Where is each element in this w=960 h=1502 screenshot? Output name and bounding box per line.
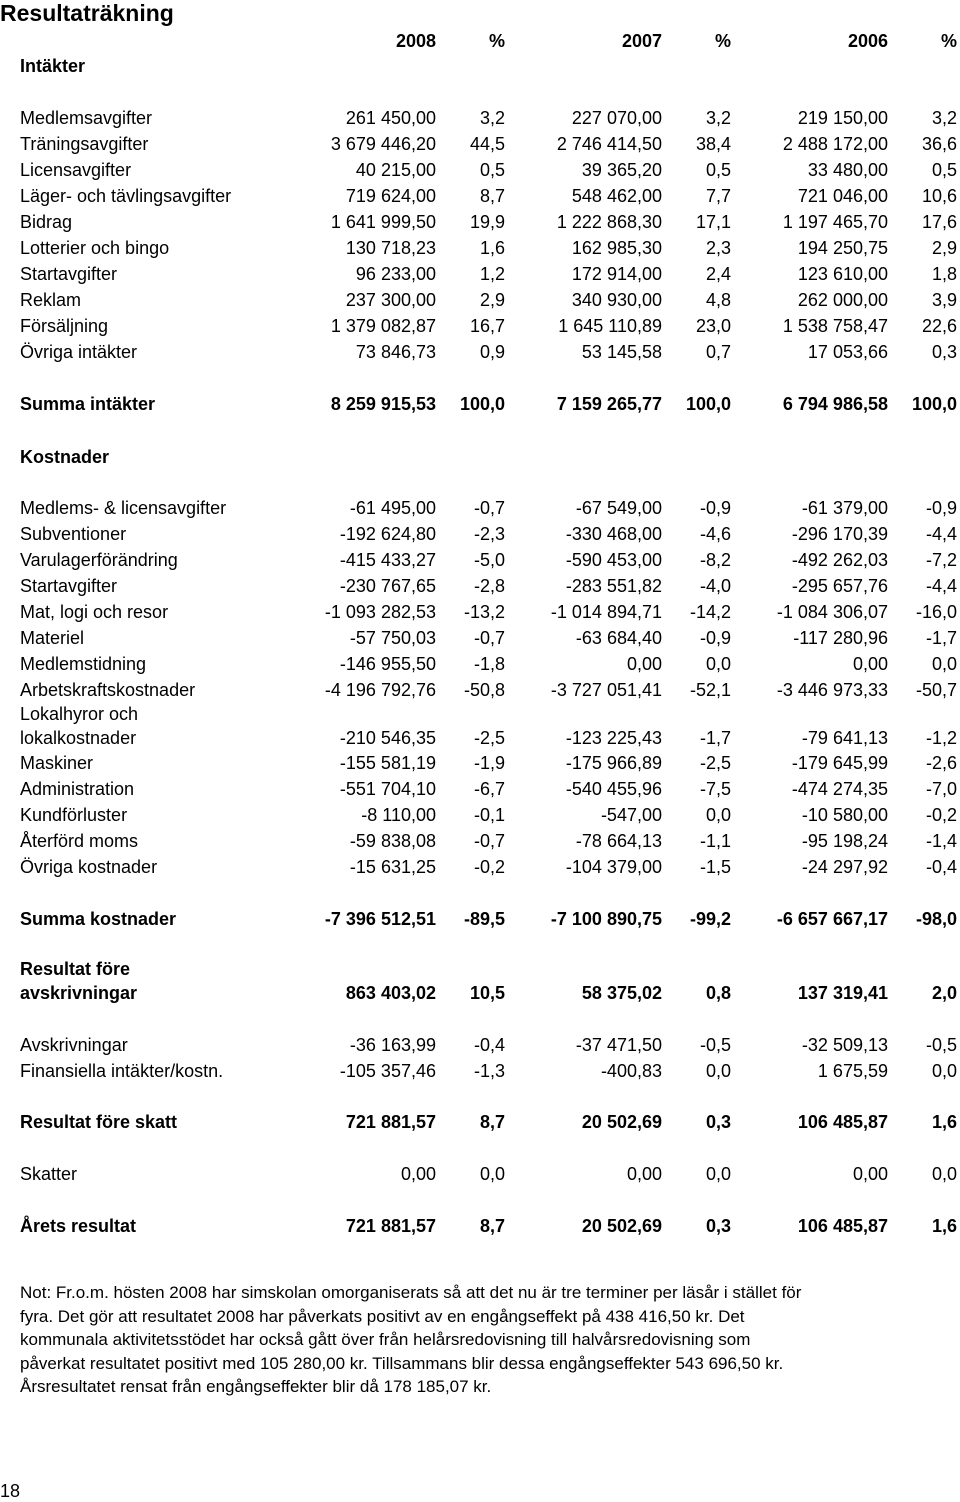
amount-cell: -8 110,00	[361, 805, 436, 825]
percent-cell: 0,9	[479, 342, 505, 362]
amount-cell: 3 679 446,20	[330, 134, 436, 154]
amount-cell: -230 767,65	[339, 576, 436, 596]
amount-cell: -4 196 792,76	[324, 680, 436, 700]
result-row-before-depreciation	[0, 983, 960, 1005]
amount-cell: -590 453,00	[565, 550, 662, 570]
percent-cell: -13,2	[463, 602, 505, 622]
amount-cell: -330 468,00	[565, 524, 662, 544]
percent-cell: -1,1	[699, 831, 731, 851]
percent-cell: -0,1	[473, 805, 505, 825]
percent-cell: 0,0	[705, 654, 731, 674]
percent-cell: -1,8	[473, 654, 505, 674]
row-label: Startavgifter	[20, 264, 118, 284]
percent-cell: 0,0	[705, 1061, 731, 1081]
percent-cell: -0,9	[699, 628, 731, 648]
percent-cell: 36,6	[921, 134, 957, 154]
percent-cell: -1,5	[699, 857, 731, 877]
percent-cell: 1,6	[479, 238, 505, 258]
percent-cell: -89,5	[463, 909, 505, 929]
amount-cell: -1 014 894,71	[550, 602, 662, 622]
result-row-before-tax	[0, 1112, 960, 1134]
row-label: lokalkostnader	[20, 728, 137, 748]
percent-cell: -1,3	[473, 1061, 505, 1081]
percent-cell: 3,2	[931, 108, 957, 128]
percent-cell: 22,6	[921, 316, 957, 336]
amount-cell: 262 000,00	[797, 290, 888, 310]
amount-cell: 172 914,00	[571, 264, 662, 284]
amount-cell: 719 624,00	[345, 186, 436, 206]
percent-cell: -1,4	[925, 831, 957, 851]
percent-cell: 17,6	[921, 212, 957, 232]
amount-cell: 1 675,59	[817, 1061, 888, 1081]
table-row	[0, 264, 960, 286]
table-row	[0, 316, 960, 338]
amount-cell: 123 610,00	[797, 264, 888, 284]
table-row	[0, 831, 960, 853]
amount-cell: 227 070,00	[571, 108, 662, 128]
percent-cell: -0,7	[473, 498, 505, 518]
table-row	[0, 108, 960, 130]
percent-cell: 100,0	[459, 394, 505, 414]
amount-cell: 130 718,23	[345, 238, 436, 258]
percent-cell: -4,0	[699, 576, 731, 596]
amount-cell: -67 549,00	[575, 498, 662, 518]
amount-cell: 20 502,69	[581, 1112, 662, 1132]
amount-cell: 721 046,00	[797, 186, 888, 206]
amount-cell: -61 379,00	[801, 498, 888, 518]
percent-cell: 10,6	[921, 186, 957, 206]
percent-cell: -0,2	[473, 857, 505, 877]
percent-cell: -50,7	[915, 680, 957, 700]
percent-cell: 1,6	[931, 1112, 957, 1132]
amount-cell: -210 546,35	[339, 728, 436, 748]
percent-cell: 0,3	[705, 1112, 731, 1132]
amount-cell: 548 462,00	[571, 186, 662, 206]
percent-cell: 3,9	[931, 290, 957, 310]
amount-cell: 106 485,87	[797, 1112, 888, 1132]
amount-cell: -146 955,50	[339, 654, 436, 674]
section-heading-intakter: Intäkter	[20, 56, 86, 76]
percent-cell: 3,2	[479, 108, 505, 128]
amount-cell: 1 379 082,87	[330, 316, 436, 336]
amount-cell: 0,00	[626, 1164, 662, 1184]
row-label: Läger- och tävlingsavgifter	[20, 186, 232, 206]
amount-cell: -547,00	[600, 805, 662, 825]
year-header: 2008	[395, 31, 436, 51]
amount-cell: -95 198,24	[801, 831, 888, 851]
amount-cell: 162 985,30	[571, 238, 662, 258]
note-line: Not: Fr.o.m. hösten 2008 har simskolan omorganiserats så att det nu är tre terminer per läsår i stället för	[20, 1283, 802, 1302]
amount-cell: 39 365,20	[581, 160, 662, 180]
percent-cell: 2,4	[705, 264, 731, 284]
amount-cell: 33 480,00	[807, 160, 888, 180]
amount-cell: -63 684,40	[575, 628, 662, 648]
percent-header: %	[488, 31, 505, 51]
percent-cell: 0,3	[705, 1216, 731, 1236]
table-row	[0, 680, 960, 702]
amount-cell: -551 704,10	[339, 779, 436, 799]
row-label: Återförd moms	[20, 831, 139, 851]
table-row	[0, 498, 960, 520]
table-row	[0, 186, 960, 208]
row-label: Övriga intäkter	[20, 342, 138, 362]
amount-cell: -1 084 306,07	[776, 602, 888, 622]
percent-cell: 0,0	[931, 1164, 957, 1184]
percent-cell: 1,8	[931, 264, 957, 284]
amount-cell: -492 262,03	[791, 550, 888, 570]
amount-cell: 6 794 986,58	[782, 394, 888, 414]
percent-cell: 2,3	[705, 238, 731, 258]
amount-cell: -175 966,89	[565, 753, 662, 773]
percent-cell: -0,4	[473, 1035, 505, 1055]
percent-cell: -2,8	[473, 576, 505, 596]
total-row-intakter	[0, 394, 960, 416]
percent-cell: -1,7	[925, 628, 957, 648]
percent-cell: -0,5	[699, 1035, 731, 1055]
amount-cell: -57 750,03	[349, 628, 436, 648]
amount-cell: 1 197 465,70	[782, 212, 888, 232]
percent-cell: -14,2	[689, 602, 731, 622]
row-label: Årets resultat	[20, 1216, 137, 1236]
percent-cell: -0,2	[925, 805, 957, 825]
percent-cell: 0,5	[931, 160, 957, 180]
table-row	[0, 753, 960, 775]
percent-cell: 23,0	[695, 316, 731, 336]
row-label: Avskrivningar	[20, 1035, 128, 1055]
percent-cell: 0,3	[931, 342, 957, 362]
percent-cell: -0,9	[925, 498, 957, 518]
percent-cell: -52,1	[689, 680, 731, 700]
amount-cell: 0,00	[852, 654, 888, 674]
amount-cell: 237 300,00	[345, 290, 436, 310]
table-row	[0, 134, 960, 156]
amount-cell: -15 631,25	[349, 857, 436, 877]
amount-cell: -61 495,00	[349, 498, 436, 518]
amount-cell: -540 455,96	[565, 779, 662, 799]
amount-cell: -78 664,13	[575, 831, 662, 851]
percent-cell: 16,7	[469, 316, 505, 336]
row-label: Kundförluster	[20, 805, 128, 825]
row-label: Mat, logi och resor	[20, 602, 169, 622]
amount-cell: 1 538 758,47	[782, 316, 888, 336]
table-row	[0, 290, 960, 312]
amount-cell: -10 580,00	[801, 805, 888, 825]
amount-cell: -3 727 051,41	[550, 680, 662, 700]
amount-cell: -283 551,82	[565, 576, 662, 596]
table-row	[0, 779, 960, 801]
row-label: Arbetskraftskostnader	[20, 680, 196, 700]
percent-cell: -0,5	[925, 1035, 957, 1055]
percent-cell: -98,0	[915, 909, 957, 929]
percent-cell: 0,0	[705, 1164, 731, 1184]
amount-cell: -117 280,96	[793, 628, 888, 648]
row-label: Träningsavgifter	[20, 134, 149, 154]
amount-cell: 137 319,41	[797, 983, 888, 1003]
row-label: Lotterier och bingo	[20, 238, 170, 258]
amount-cell: 8 259 915,53	[330, 394, 436, 414]
row-label: Lokalhyror och	[20, 704, 139, 724]
amount-cell: -24 297,92	[801, 857, 888, 877]
result-row-year	[0, 1216, 960, 1238]
amount-cell: 721 881,57	[345, 1216, 436, 1236]
note-line: kommunala aktivitetsstödet har också gått över från helårsredovisning till halvårsredovisning som	[20, 1330, 751, 1350]
table-row	[0, 1164, 960, 1186]
amount-cell: -36 163,99	[349, 1035, 436, 1055]
amount-cell: -295 657,76	[791, 576, 888, 596]
row-label: Materiel	[20, 628, 85, 648]
table-row	[0, 805, 960, 827]
row-label: avskrivningar	[20, 983, 138, 1003]
percent-cell: -7,0	[925, 779, 957, 799]
percent-cell: 8,7	[479, 1216, 505, 1236]
percent-cell: 0,8	[705, 983, 731, 1003]
amount-cell: -79 641,13	[801, 728, 888, 748]
percent-header: %	[940, 31, 957, 51]
percent-cell: -1,2	[925, 728, 957, 748]
amount-cell: -104 379,00	[565, 857, 662, 877]
percent-cell: 2,9	[479, 290, 505, 310]
amount-cell: -32 509,13	[801, 1035, 888, 1055]
table-row	[0, 628, 960, 650]
amount-cell: 219 150,00	[797, 108, 888, 128]
page-number: 18	[0, 1481, 21, 1501]
amount-cell: -7 396 512,51	[324, 909, 436, 929]
amount-cell: 261 450,00	[345, 108, 436, 128]
amount-cell: 1 641 999,50	[330, 212, 436, 232]
percent-cell: -4,6	[699, 524, 731, 544]
percent-cell: 44,5	[469, 134, 505, 154]
percent-cell: -4,4	[925, 576, 957, 596]
amount-cell: 0,00	[626, 654, 662, 674]
amount-cell: -155 581,19	[339, 753, 436, 773]
row-label: Skatter	[20, 1164, 78, 1184]
row-label: Maskiner	[20, 753, 94, 773]
percent-cell: -2,6	[925, 753, 957, 773]
percent-cell: -0,7	[473, 831, 505, 851]
percent-cell: -99,2	[689, 909, 731, 929]
row-label: Summa kostnader	[20, 909, 177, 929]
table-row	[0, 342, 960, 364]
percent-cell: 2,9	[931, 238, 957, 258]
percent-cell: -6,7	[473, 779, 505, 799]
row-label: Administration	[20, 779, 135, 799]
table-row	[0, 654, 960, 676]
amount-cell: -192 624,80	[339, 524, 436, 544]
amount-cell: 2 488 172,00	[782, 134, 888, 154]
year-header: 2006	[847, 31, 888, 51]
percent-cell: 1,2	[479, 264, 505, 284]
amount-cell: 7 159 265,77	[556, 394, 662, 414]
amount-cell: 340 930,00	[571, 290, 662, 310]
percent-cell: -0,7	[473, 628, 505, 648]
amount-cell: -296 170,39	[791, 524, 888, 544]
row-label: Licensavgifter	[20, 160, 132, 180]
row-label: Varulagerförändring	[20, 550, 178, 570]
percent-cell: -7,2	[925, 550, 957, 570]
percent-header: %	[714, 31, 731, 51]
page-title: Resultaträkning	[0, 0, 174, 26]
amount-cell: 58 375,02	[581, 983, 662, 1003]
percent-cell: 0,7	[705, 342, 731, 362]
row-label: Reklam	[20, 290, 82, 310]
section-heading-kostnader: Kostnader	[20, 447, 110, 467]
table-row	[0, 576, 960, 598]
percent-cell: 0,0	[931, 1061, 957, 1081]
amount-cell: 721 881,57	[345, 1112, 436, 1132]
percent-cell: -7,5	[699, 779, 731, 799]
percent-cell: 0,5	[705, 160, 731, 180]
percent-cell: 17,1	[695, 212, 731, 232]
amount-cell: -400,83	[600, 1061, 662, 1081]
table-row	[0, 1061, 960, 1083]
percent-cell: 8,7	[479, 1112, 505, 1132]
row-label: Försäljning	[20, 316, 109, 336]
amount-cell: -7 100 890,75	[550, 909, 662, 929]
percent-cell: -2,5	[473, 728, 505, 748]
percent-cell: -0,4	[925, 857, 957, 877]
percent-cell: 4,8	[705, 290, 731, 310]
row-label: Medlems- & licensavgifter	[20, 498, 227, 518]
row-label: Startavgifter	[20, 576, 118, 596]
amount-cell: -59 838,08	[349, 831, 436, 851]
amount-cell: -123 225,43	[565, 728, 662, 748]
table-row	[0, 160, 960, 182]
amount-cell: 0,00	[400, 1164, 436, 1184]
note-line: fyra. Det gör att resultatet 2008 har påverkats positivt av en engångseffekt på 438 416,50 kr. Det	[20, 1306, 745, 1326]
amount-cell: -1 093 282,53	[324, 602, 436, 622]
year-header: 2007	[621, 31, 662, 51]
percent-cell: 3,2	[705, 108, 731, 128]
footnote	[20, 1281, 960, 1399]
row-label: Subventioner	[20, 524, 127, 544]
percent-cell: 100,0	[685, 394, 731, 414]
amount-cell: -105 357,46	[339, 1061, 436, 1081]
percent-cell: -4,4	[925, 524, 957, 544]
percent-cell: -8,2	[699, 550, 731, 570]
percent-cell: 19,9	[469, 212, 505, 232]
row-label: Finansiella intäkter/kostn.	[20, 1061, 224, 1081]
row-label: Medlemsavgifter	[20, 108, 153, 128]
amount-cell: 20 502,69	[581, 1216, 662, 1236]
table-row	[0, 524, 960, 546]
amount-cell: 0,00	[852, 1164, 888, 1184]
row-label: Övriga kostnader	[20, 857, 158, 877]
amount-cell: -37 471,50	[575, 1035, 662, 1055]
total-row-kostnader	[0, 909, 960, 931]
amount-cell: -6 657 667,17	[776, 909, 888, 929]
percent-cell: 0,0	[931, 654, 957, 674]
percent-cell: 38,4	[695, 134, 731, 154]
table-row	[0, 1035, 960, 1057]
percent-cell: -50,8	[463, 680, 505, 700]
percent-cell: 0,5	[479, 160, 505, 180]
amount-cell: 73 846,73	[355, 342, 436, 362]
amount-cell: 863 403,02	[345, 983, 436, 1003]
amount-cell: -179 645,99	[791, 753, 888, 773]
percent-cell: 0,0	[479, 1164, 505, 1184]
amount-cell: 194 250,75	[797, 238, 888, 258]
note-line: Årsresultatet rensat från engångseffekter blir då 178 185,07 kr.	[20, 1377, 492, 1397]
table-row	[0, 550, 960, 572]
row-label: Resultat före	[20, 959, 131, 979]
amount-cell: 17 053,66	[807, 342, 888, 362]
row-label: Resultat före skatt	[20, 1112, 178, 1132]
table-row	[0, 602, 960, 624]
amount-cell: -474 274,35	[791, 779, 888, 799]
amount-cell: 53 145,58	[581, 342, 662, 362]
percent-cell: 2,0	[931, 983, 957, 1003]
amount-cell: 1 645 110,89	[558, 316, 662, 336]
table-row	[0, 857, 960, 879]
amount-cell: 106 485,87	[797, 1216, 888, 1236]
row-label: Summa intäkter	[20, 394, 156, 414]
percent-cell: 0,0	[705, 805, 731, 825]
percent-cell: -2,3	[473, 524, 505, 544]
table-row	[0, 212, 960, 234]
percent-cell: 1,6	[931, 1216, 957, 1236]
table-row	[0, 728, 960, 750]
percent-cell: 7,7	[705, 186, 731, 206]
amount-cell: 40 215,00	[355, 160, 436, 180]
amount-cell: -3 446 973,33	[776, 680, 888, 700]
row-label: Medlemstidning	[20, 654, 147, 674]
amount-cell: 2 746 414,50	[556, 134, 662, 154]
percent-cell: 100,0	[911, 394, 957, 414]
amount-cell: 1 222 868,30	[556, 212, 662, 232]
table-row	[0, 238, 960, 260]
percent-cell: -1,7	[699, 728, 731, 748]
percent-cell: -1,9	[473, 753, 505, 773]
percent-cell: -0,9	[699, 498, 731, 518]
percent-cell: -5,0	[473, 550, 505, 570]
percent-cell: -2,5	[699, 753, 731, 773]
amount-cell: 96 233,00	[355, 264, 436, 284]
row-label: Bidrag	[20, 212, 73, 232]
amount-cell: -415 433,27	[339, 550, 436, 570]
percent-cell: 10,5	[469, 983, 505, 1003]
percent-cell: -16,0	[915, 602, 957, 622]
percent-cell: 8,7	[479, 186, 505, 206]
note-line: påverkat resultatet positivt med 105 280,00 kr. Tillsammans blir dessa engångseffekter 543 696,50 kr.	[20, 1353, 784, 1373]
